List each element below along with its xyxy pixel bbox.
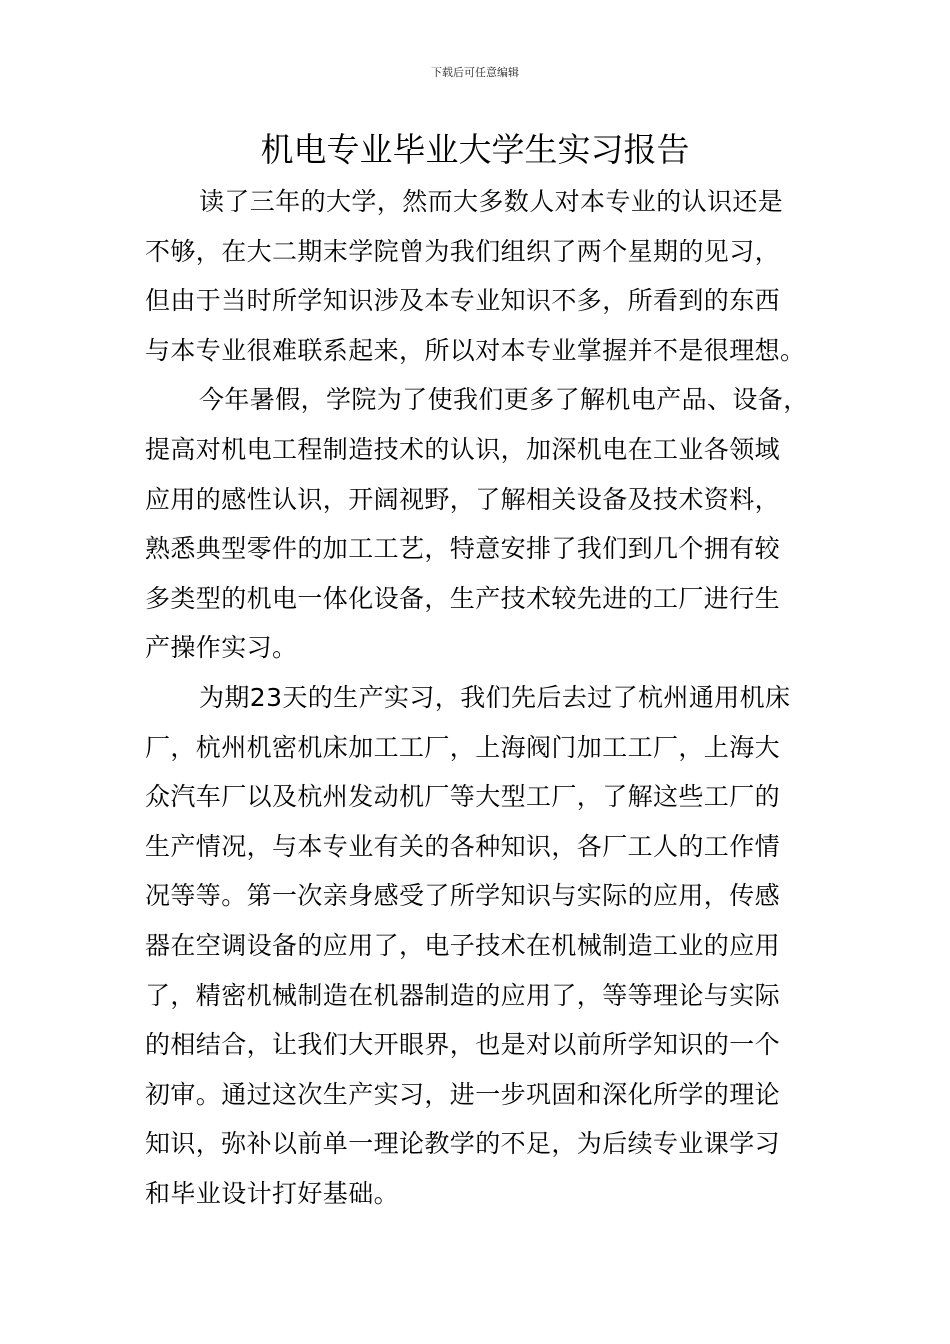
paragraph-1-line-3: 但由于当时所学知识涉及本专业知识不多，所看到的东西 bbox=[145, 286, 781, 316]
header-note: 下载后可任意编辑 bbox=[431, 66, 519, 79]
paragraph-3-line-6: 器在空调设备的应用了，电子技术在机械制造工业的应用 bbox=[145, 930, 781, 960]
paragraph-3-line-2: 厂，杭州机密机床加工工厂，上海阀门加工工厂，上海大 bbox=[145, 732, 781, 762]
paragraph-2-line-6: 产操作实习。 bbox=[145, 633, 298, 663]
paragraph-1-line-4: 与本专业很难联系起来，所以对本专业掌握并不是很理想。 bbox=[145, 335, 806, 365]
paragraph-3-line-9: 初审。通过这次生产实习，进一步巩固和深化所学的理论 bbox=[145, 1079, 781, 1109]
paragraph-2-line-2: 提高对机电工程制造技术的认识，加深机电在工业各领域 bbox=[145, 434, 781, 464]
paragraph-2-line-1: 今年暑假，学院为了使我们更多了解机电产品、设备， bbox=[199, 385, 809, 415]
paragraph-1-line-1: 读了三年的大学，然而大多数人对本专业的认识还是 bbox=[199, 187, 784, 216]
paragraph-1-line-2: 不够，在大二期末学院曾为我们组织了两个星期的见习， bbox=[145, 236, 781, 266]
paragraph-2-line-5: 多类型的机电一体化设备，生产技术较先进的工厂进行生 bbox=[145, 583, 781, 613]
paragraph-3-line-10: 知识，弥补以前单一理论教学的不足，为后续专业课学习 bbox=[145, 1129, 781, 1159]
paragraph-3-line-4: 生产情况，与本专业有关的各种知识，各厂工人的工作情 bbox=[145, 831, 781, 861]
paragraph-3-line-5: 况等等。第一次亲身感受了所学知识与实际的应用，传感 bbox=[145, 881, 781, 911]
paragraph-2-line-3: 应用的感性认识，开阔视野，了解相关设备及技术资料， bbox=[145, 484, 781, 514]
document-title: 机电专业毕业大学生实习报告 bbox=[260, 130, 690, 169]
paragraph-3-line-7: 了，精密机械制造在机器制造的应用了，等等理论与实际 bbox=[145, 980, 781, 1010]
paragraph-3-line-1: 为期23天的生产实习，我们先后去过了杭州通用机床 bbox=[199, 682, 791, 712]
paragraph-2-line-4: 熟悉典型零件的加工工艺，特意安排了我们到几个拥有较 bbox=[145, 534, 781, 564]
paragraph-3-line-11: 和毕业设计打好基础。 bbox=[145, 1178, 400, 1208]
document-body bbox=[145, 177, 825, 1218]
paragraph-3-line-8: 的相结合，让我们大开眼界，也是对以前所学知识的一个 bbox=[145, 1030, 781, 1060]
paragraph-3-line-3: 众汽车厂以及杭州发动机厂等大型工厂，了解这些工厂的 bbox=[145, 782, 781, 812]
